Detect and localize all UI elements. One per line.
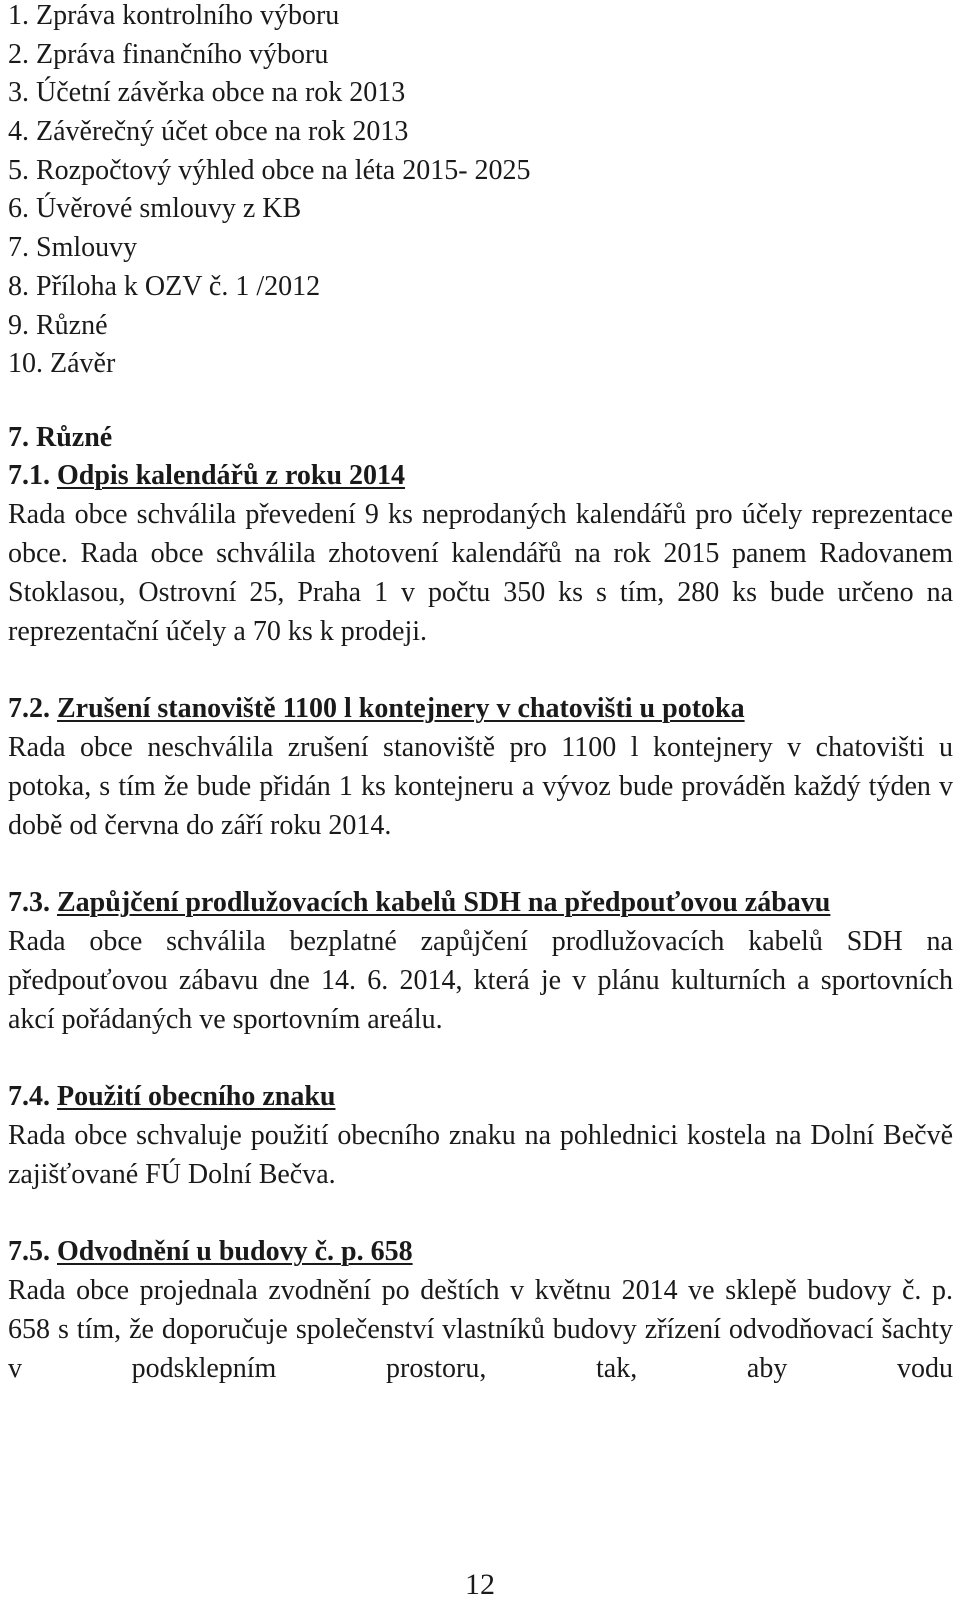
item-text: Rada obce schvaluje použití obecního znaku na pohlednici kostela na Dolní Bečvě zajišťované FÚ Dolní Bečva. <box>8 1119 953 1190</box>
page-number: 12 <box>465 1568 495 1601</box>
item-number: 7.2. <box>8 692 50 724</box>
item-number: 7.4. <box>8 1080 50 1112</box>
agenda-list <box>8 0 953 387</box>
spacer <box>8 651 953 689</box>
agenda-item: 3. Účetní závěrka obce na rok 2013 <box>8 77 406 109</box>
spacer <box>8 1194 953 1232</box>
spacer <box>8 1039 953 1077</box>
agenda-item: 9. Různé <box>8 309 108 341</box>
item-text: Rada obce schválila převedení 9 ks neprodaných kalendářů pro účely reprezentace obce. Rada obce schválila zhotovení kalendářů na rok 2015 panem Radovanem Stoklasou, Ostrovní 25, Praha 1 v počtu 350 ks s tím, 280 ks bude určeno na reprezentační účely a 70 ks k prodeji. <box>8 498 953 647</box>
item-heading <box>8 689 953 728</box>
item-heading <box>8 1232 953 1271</box>
agenda-item: 2. Zpráva finančního výboru <box>8 38 329 70</box>
item-heading <box>8 883 953 922</box>
agenda-item: 6. Úvěrové smlouvy z KB <box>8 193 302 225</box>
spacer <box>8 845 953 883</box>
document-page <box>8 0 953 1388</box>
item-title: Odvodnění u budovy č. p. 658 <box>57 1235 413 1267</box>
item-number: 7.1. <box>8 459 50 491</box>
agenda-item: 1. Zpráva kontrolního výboru <box>8 0 340 31</box>
item-heading <box>8 1077 953 1116</box>
item-text: Rada obce neschválila zrušení stanoviště pro 1100 l kontejnery v chatovišti u potoka, s tím že bude přidán 1 ks kontejneru a vývoz bude prováděn každý týden v době od června do září roku 2014. <box>8 731 953 841</box>
item-number: 7.5. <box>8 1235 50 1267</box>
item-title: Použití obecního znaku <box>57 1080 336 1112</box>
spacer <box>8 387 953 419</box>
item-heading <box>8 457 953 495</box>
item-number: 7.3. <box>8 886 50 918</box>
item-title: Zapůjčení prodlužovacích kabelů SDH na předpouťovou zábavu <box>57 886 831 918</box>
agenda-item: 5. Rozpočtový výhled obce na léta 2015- 2025 <box>8 154 531 186</box>
agenda-item: 7. Smlouvy <box>8 232 138 264</box>
agenda-item: 10. Závěr <box>8 348 116 380</box>
section-heading: 7. Různé <box>8 421 113 453</box>
item-text: Rada obce projednala zvodnění po deštích v květnu 2014 ve sklepě budovy č. p. 658 s tím, že doporučuje společenství vlastníků budovy zřízení odvodňovací šachty v podsklepním prostoru, tak, aby vodu <box>8 1274 953 1384</box>
item-text: Rada obce schválila bezplatné zapůjčení prodlužovacích kabelů SDH na předpouťovou zábavu dne 14. 6. 2014, která je v plánu kulturních a sportovních akcí pořádaných ve sportovním areálu. <box>8 925 953 1035</box>
item-title: Zrušení stanoviště 1100 l kontejnery v chatovišti u potoka <box>57 692 745 724</box>
agenda-item: 4. Závěrečný účet obce na rok 2013 <box>8 116 409 148</box>
item-title: Odpis kalendářů z roku 2014 <box>57 459 406 491</box>
agenda-item: 8. Příloha k OZV č. 1 /2012 <box>8 270 321 302</box>
